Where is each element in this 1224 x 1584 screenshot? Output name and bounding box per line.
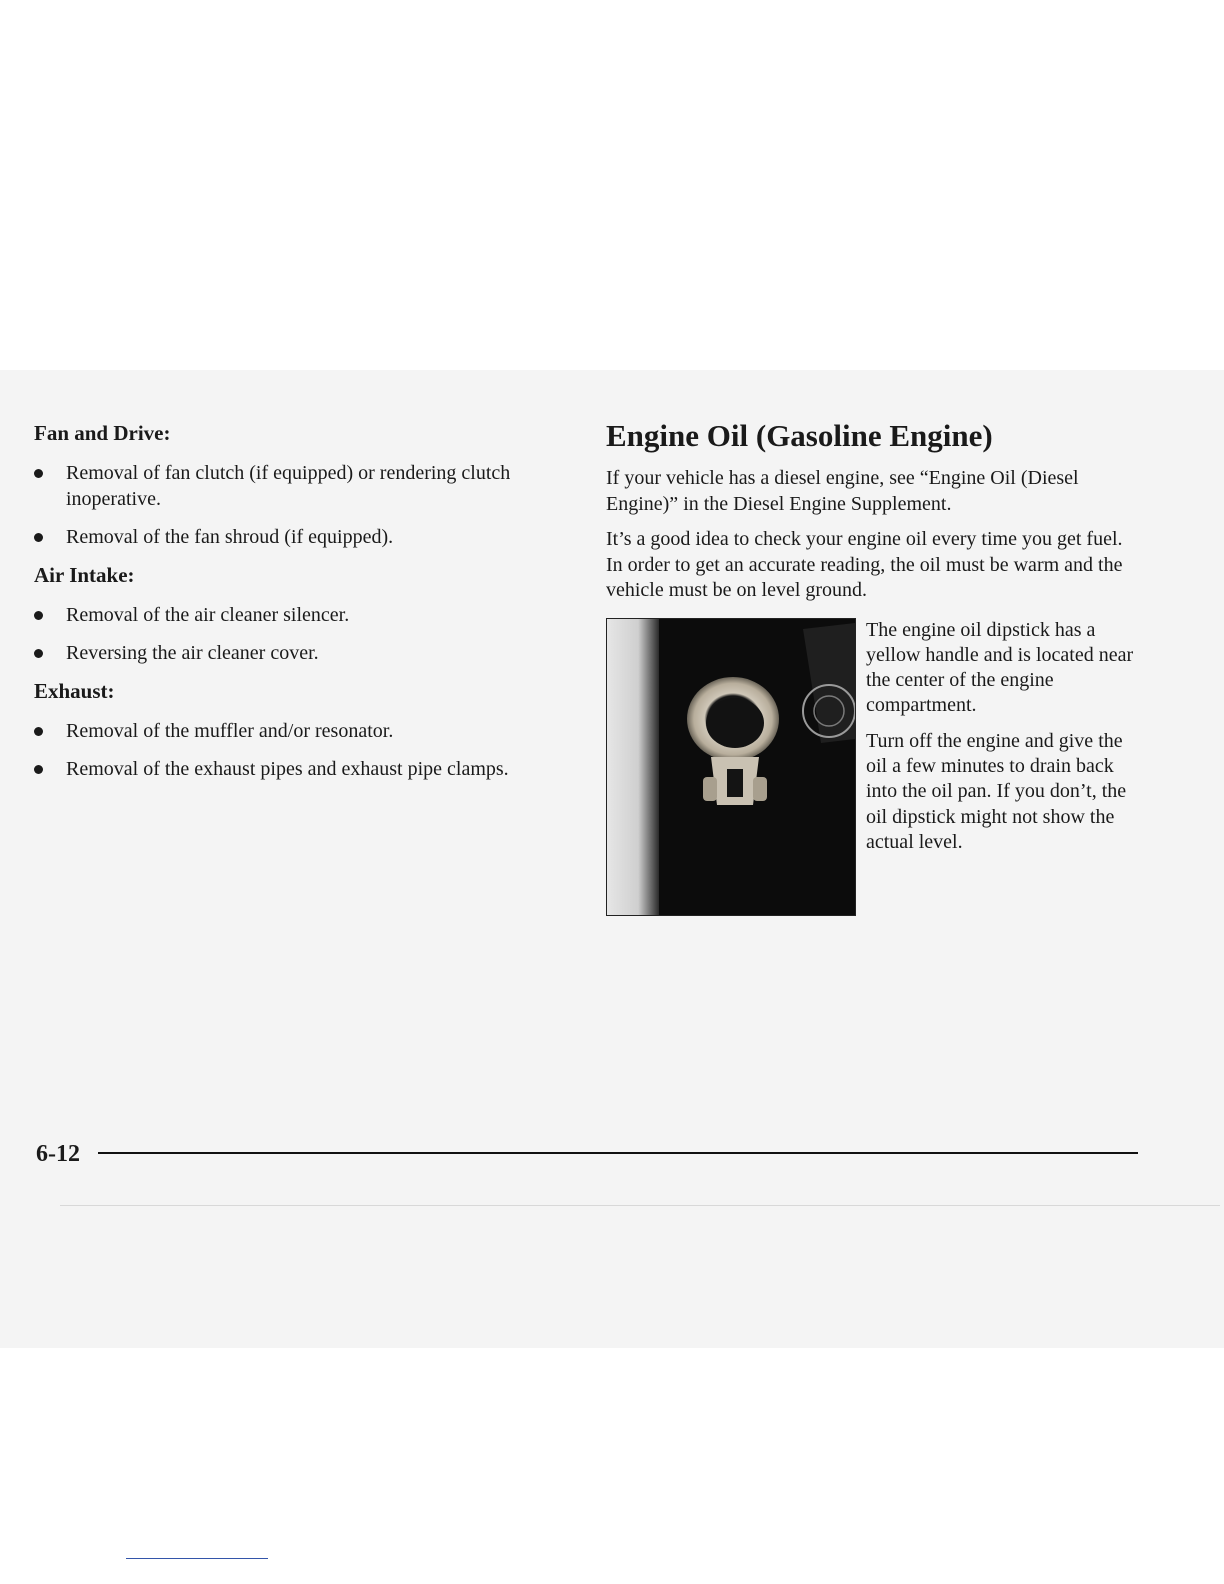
bullet-icon (34, 611, 43, 620)
list-item-text: Removal of fan clutch (if equipped) or rendering clutch inoperative. (66, 462, 511, 510)
list-item (34, 718, 534, 744)
air-intake-list (34, 602, 534, 666)
page-footer (36, 1138, 1138, 1170)
list-item-text: Removal of the air cleaner silencer. (66, 604, 350, 626)
dipstick-illustration (607, 619, 855, 915)
divider (126, 1558, 268, 1559)
list-item-text: Removal of the exhaust pipes and exhaust pipe clamps. (66, 758, 509, 780)
list-item (34, 602, 534, 628)
list-item (34, 756, 534, 782)
fan-and-drive-list (34, 460, 534, 550)
dipstick-photo (606, 618, 856, 916)
exhaust-list (34, 718, 534, 782)
bullet-icon (34, 727, 43, 736)
list-item-text: Removal of the muffler and/or resonator. (66, 720, 394, 742)
bullet-icon (34, 649, 43, 658)
bullet-icon (34, 469, 43, 478)
page-number: 6-12 (36, 1141, 80, 1167)
page-title: Engine Oil (Gasoline Engine) (606, 418, 993, 453)
fan-and-drive-heading: Fan and Drive: (34, 421, 171, 445)
diesel-note-paragraph: If your vehicle has a diesel engine, see “Engine Oil (Diesel Engine)” in the Diesel Engine Supplement. (606, 467, 1079, 515)
dipstick-figure-row (606, 618, 1136, 918)
right-column (606, 418, 1136, 918)
bullet-icon (34, 533, 43, 542)
list-item (34, 524, 534, 550)
list-item-text: Reversing the air cleaner cover. (66, 642, 319, 664)
list-item (34, 640, 534, 666)
dipstick-location-paragraph: The engine oil dipstick has a yellow handle and is located near the center of the engine compartment. (866, 618, 1134, 717)
list-item-text: Removal of the fan shroud (if equipped). (66, 526, 394, 548)
check-tip-paragraph: It’s a good idea to check your engine oil every time you get fuel. In order to get an accurate reading, the oil must be warm and the vehicle must be on level ground. (606, 528, 1123, 601)
drain-instruction-paragraph: Turn off the engine and give the oil a few minutes to drain back into the oil pan. If you don’t, the oil dipstick might not show the actual level. (866, 729, 1127, 853)
left-column (34, 420, 534, 794)
exhaust-heading: Exhaust: (34, 679, 115, 703)
divider (60, 1205, 1220, 1206)
dipstick-side-text (866, 618, 1136, 866)
air-intake-heading: Air Intake: (34, 563, 135, 587)
list-item (34, 460, 534, 512)
bullet-icon (34, 765, 43, 774)
footer-rule (98, 1152, 1138, 1154)
